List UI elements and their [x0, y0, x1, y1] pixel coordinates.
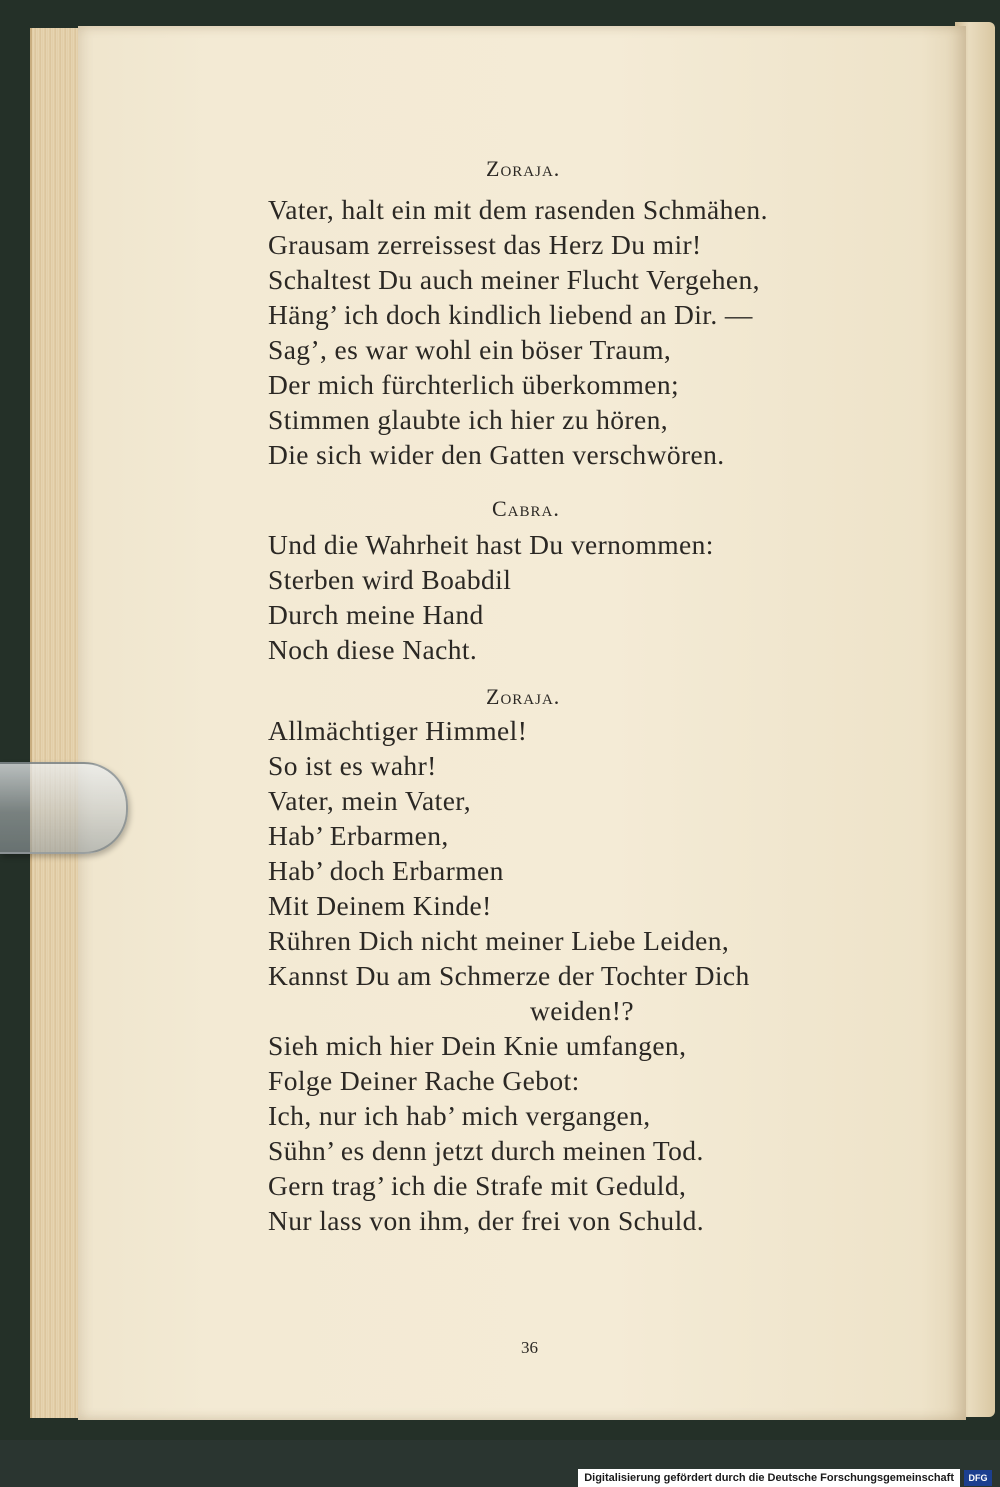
page-number: 36: [521, 1338, 538, 1357]
verse-line: Noch diese Nacht.: [268, 634, 478, 665]
verse-line: Folge Deiner Rache Gebot:: [268, 1065, 580, 1096]
verse-line: Nur lass von ihm, der frei von Schuld.: [268, 1205, 705, 1236]
verse-line: Gern trag’ ich die Strafe mit Geduld,: [268, 1170, 687, 1201]
verse-line: Vater, halt ein mit dem rasenden Schmähen.: [268, 194, 768, 225]
verse-line: Rühren Dich nicht meiner Liebe Leiden,: [268, 925, 730, 956]
verse-line: Hab’ Erbarmen,: [268, 820, 449, 851]
verse-line: Ich, nur ich hab’ mich vergangen,: [268, 1100, 651, 1131]
verse-line: Häng’ ich doch kindlich liebend an Dir. —: [268, 299, 753, 330]
verse-line: Sag’, es war wohl ein böser Traum,: [268, 334, 672, 365]
verse-line: Stimmen glaubte ich hier zu hören,: [268, 404, 669, 435]
verse-line: Mit Deinem Kinde!: [268, 890, 492, 921]
verse-line: So ist es wahr!: [268, 750, 437, 781]
digitization-credit: Digitalisierung gefördert durch die Deutsche Forschungsgemeinschaft: [578, 1469, 960, 1487]
page-clip: [0, 762, 128, 854]
verse-line: weiden!?: [530, 995, 634, 1026]
verse-line: Die sich wider den Gatten verschwören.: [268, 439, 725, 470]
speaker-heading: Zoraja.: [486, 684, 561, 709]
verse-line: Sieh mich hier Dein Knie umfangen,: [268, 1030, 687, 1061]
verse-line: Hab’ doch Erbarmen: [268, 855, 504, 886]
verse-line: Grausam zerreissest das Herz Du mir!: [268, 229, 702, 260]
verse-line: Der mich fürchterlich überkommen;: [268, 369, 680, 400]
speaker-heading: Zoraja.: [486, 156, 561, 181]
verse-line: Schaltest Du auch meiner Flucht Vergehen,: [268, 264, 760, 295]
verse-line: Sterben wird Boabdil: [268, 564, 512, 595]
verse-line: Kannst Du am Schmerze der Tochter Dich: [268, 960, 750, 991]
page-edges: [30, 28, 84, 1418]
verse-line: Vater, mein Vater,: [268, 785, 472, 816]
verse-line: Sühn’ es denn jetzt durch meinen Tod.: [268, 1135, 704, 1166]
dfg-logo-icon: DFG: [964, 1470, 992, 1486]
speaker-heading: Cabra.: [492, 496, 560, 521]
verse-line: Allmächtiger Himmel!: [268, 715, 528, 746]
verse-line: Und die Wahrheit hast Du vernommen:: [268, 529, 714, 560]
verse-line: Durch meine Hand: [268, 599, 484, 630]
